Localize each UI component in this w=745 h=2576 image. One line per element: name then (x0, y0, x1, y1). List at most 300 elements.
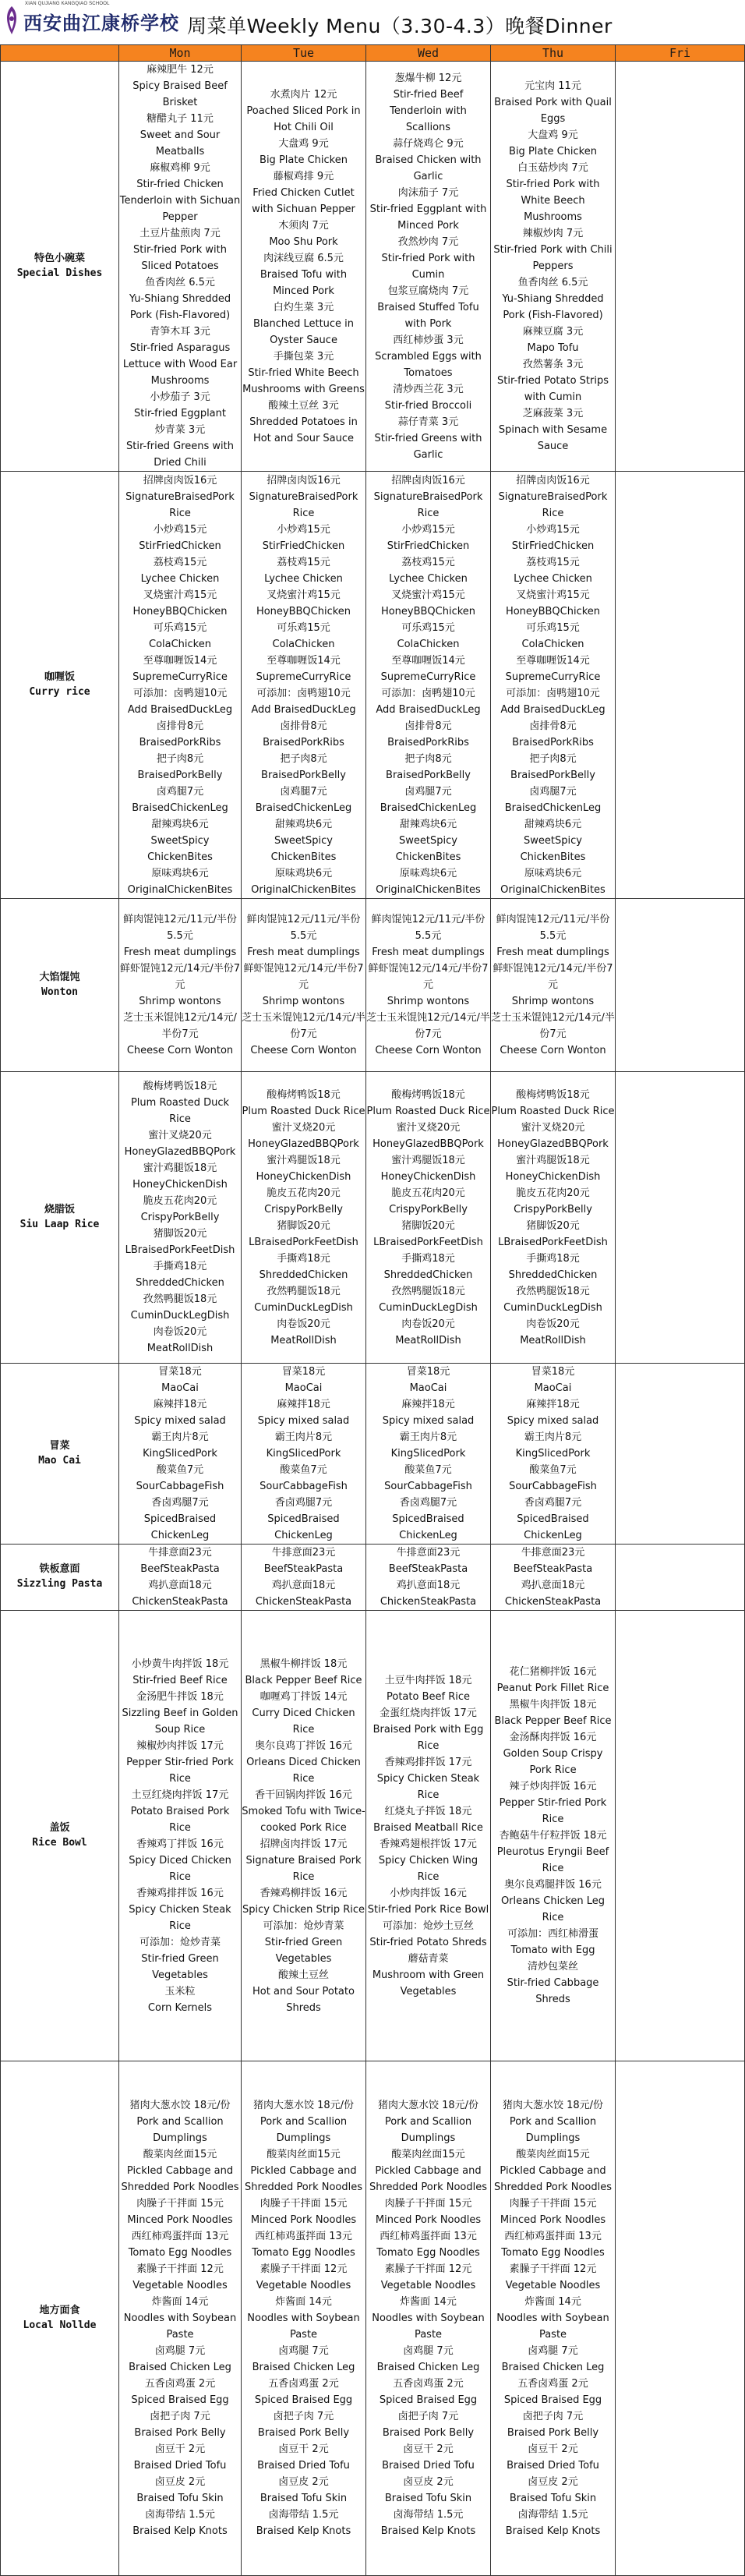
menu-item-line: Spiced Braised Egg (254, 2394, 353, 2406)
menu-item-line: 麻辣拌18元 (526, 1399, 580, 1410)
menu-item-line: 金蛋红烧肉拌饭 17元 (380, 1707, 477, 1719)
menu-item-line: 藤椒鸡排 9元 (273, 170, 334, 182)
menu-item-line: 青笋木耳 3元 (150, 326, 210, 338)
menu-item-line: Pork and Scallion Dumplings (509, 2116, 597, 2144)
menu-item-line: Sizzling Beef in Golden Soup Rice (122, 1707, 238, 1736)
category-label (1, 62, 119, 472)
menu-item-line: BraisedChickenLeg (255, 801, 352, 814)
menu-item-line: 卤豆皮 2元 (403, 2476, 454, 2488)
menu-item-line: 鲜肉馄饨12元/11元/半份5.5元 (123, 914, 237, 942)
menu-item-line: Minced Pork Noodles (500, 2214, 606, 2226)
menu-item-line: 五香卤鸡蛋 2元 (517, 2378, 588, 2390)
menu-item-line: SupremeCurryRice (256, 671, 351, 683)
menu-item-line: HoneyBBQChicken (505, 605, 601, 617)
menu-item-line: 卤排骨8元 (156, 720, 204, 732)
menu-item-line: Spicy mixed salad (382, 1415, 475, 1427)
menu-item-line: Minced Pork Noodles (250, 2214, 357, 2226)
menu-item-line: HoneyGlazedBBQPork (248, 1138, 359, 1150)
menu-item-line: Stir-fried Greens with Dried Chili (126, 441, 234, 469)
menu-item-line: 霸王肉片8元 (524, 1431, 582, 1443)
menu-item-line: BeefSteakPasta (513, 1563, 593, 1575)
menu-item-line: SignatureBraisedPork Rice (125, 490, 235, 519)
menu-item-line: 素臊子干拌面 12元 (136, 2263, 224, 2275)
menu-item-line: Plum Roasted Duck Rice (130, 1097, 230, 1125)
menu-item-line: Stir-fried Cabbage Shreds (507, 1977, 599, 2005)
menu-item-line: HoneyBBQChicken (380, 605, 476, 617)
day-header-wed: Wed (366, 45, 491, 62)
menu-item-line: 酸梅烤鸭饭18元 (391, 1088, 465, 1101)
category-label (1, 1364, 119, 1545)
menu-item-line: Braised Dried Tofu (257, 2460, 350, 2472)
menu-cell-thu (491, 899, 616, 1072)
menu-item-line: ColaChicken (149, 638, 211, 650)
menu-item-line: BraisedPorkRibs (139, 736, 221, 748)
menu-cell-mon (119, 1611, 242, 2061)
menu-item-line: HoneyGlazedBBQPork (372, 1138, 484, 1150)
menu-item-line: BraisedChickenLeg (132, 801, 228, 814)
menu-item-line: Yu-Shiang Shredded Pork (Fish-Flavored) (129, 293, 231, 321)
menu-item-line: SupremeCurryRice (132, 671, 228, 683)
menu-item-line: 酸菜鱼7元 (404, 1464, 452, 1476)
menu-item-line: OriginalChickenBites (500, 883, 606, 896)
menu-item-line: 卤鸡腿7元 (280, 785, 327, 798)
menu-item-line: ColaChicken (521, 638, 584, 650)
menu-item-line: 西红柿鸡蛋拌面 13元 (504, 2231, 602, 2242)
menu-item-line: CuminDuckLegDish (503, 1301, 602, 1314)
menu-item-line: Pickled Cabbage and Shredded Pork Noodles (121, 2165, 239, 2193)
menu-item-line: Fresh meat dumplings (247, 947, 360, 958)
menu-item-line: Pork and Scallion Dumplings (136, 2116, 224, 2144)
menu-item-line: MeatRollDish (270, 1334, 337, 1346)
menu-cell-mon (119, 899, 242, 1072)
menu-item-line: 手撕鸡18元 (153, 1261, 207, 1272)
menu-item-line: Noodles with Soybean Paste (247, 2312, 360, 2341)
menu-item-line: SourCabbageFish (260, 1481, 348, 1492)
menu-row (1, 899, 745, 1072)
menu-item-line: 原味鸡块6元 (399, 867, 457, 879)
menu-item-line: 鱼香肉丝 6.5元 (145, 277, 215, 288)
menu-item-line: 卤鸡腿 7元 (528, 2345, 578, 2357)
menu-cell-fri (616, 472, 745, 899)
menu-item-line: 玉米粒 (164, 1985, 196, 1997)
menu-item-line: Orleans Chicken Leg Rice (500, 1895, 606, 1923)
menu-item-line: 花仁猪柳拌饭 16元 (509, 1666, 597, 1678)
menu-item-line: 卤排骨8元 (529, 720, 577, 732)
menu-item-line: CrispyPorkBelly (389, 1203, 468, 1215)
menu-item-line: 西红柿炒蛋 3元 (393, 334, 464, 346)
menu-item-line: 牛排意面23元 (148, 1547, 212, 1559)
day-header-mon: Mon (119, 45, 242, 62)
menu-item-line: 小炒鸡15元 (277, 523, 330, 536)
menu-cell-tue (242, 1364, 366, 1545)
menu-item-line: HoneyChickenDish (256, 1170, 351, 1183)
menu-cell-fri (616, 1545, 745, 1611)
menu-item-line: 牛排意面23元 (271, 1547, 336, 1559)
menu-item-line: 卤鸡腿 7元 (278, 2345, 329, 2357)
menu-item-line: 猪肉大葱水饺 18元/份 (377, 2100, 479, 2111)
category-name-cn: 咖喱饭 (44, 671, 75, 683)
menu-item-line: MeatRollDish (147, 1343, 214, 1354)
menu-cell-wed (366, 899, 491, 1072)
menu-item-line: 猪肉大葱水饺 18元/份 (129, 2100, 231, 2111)
menu-item-line: Pepper Stir-fried Pork Rice (126, 1756, 234, 1785)
menu-item-line: 可添加：卤鸭翅10元 (132, 687, 228, 699)
menu-item-line: 招牌卤肉饭16元 (516, 474, 590, 487)
category-name-en: Wonton (41, 985, 78, 998)
menu-item-line: MaoCai (284, 1382, 323, 1394)
menu-item-line: Stir-fried Pork Rice Bowl (367, 1903, 489, 1916)
menu-item-line: Spinach with Sesame Sauce (498, 424, 608, 452)
menu-item-line: 可添加：西红柿滑蛋 (507, 1928, 598, 1940)
menu-item-line: Golden Soup Crispy Pork Rice (503, 1748, 603, 1776)
menu-item-line: HoneyBBQChicken (132, 605, 228, 617)
menu-cell-wed (366, 1364, 491, 1545)
menu-item-line: 酸菜肉丝面15元 (391, 2149, 465, 2160)
menu-item-line: Spiced Braised Egg (131, 2394, 229, 2406)
category-label (1, 472, 119, 899)
menu-item-line: 白灼生菜 3元 (273, 301, 334, 313)
menu-item-line: SweetSpicy ChickenBites (270, 834, 337, 863)
menu-item-line: 鲜虾馄饨12元/14元/半份7元 (368, 963, 489, 991)
menu-item-line: SupremeCurryRice (380, 671, 476, 683)
menu-item-line: 猪肉大葱水饺 18元/份 (502, 2100, 604, 2111)
menu-item-line: 素臊子干拌面 12元 (260, 2263, 348, 2275)
corner-cell (1, 45, 119, 62)
menu-item-line: OriginalChickenBites (127, 883, 233, 896)
menu-item-line: Pickled Cabbage and Shredded Pork Noodles (493, 2165, 613, 2193)
menu-item-line: 炒青菜 3元 (154, 424, 206, 436)
menu-item-line: 卤豆干 2元 (528, 2443, 578, 2455)
menu-item-line: SignatureBraisedPork Rice (373, 490, 483, 519)
menu-item-line: BeefSteakPasta (140, 1563, 220, 1575)
menu-item-line: Spicy Chicken Steak Rice (129, 1903, 231, 1932)
menu-item-line: 香辣鸡柳拌饭 16元 (260, 1887, 348, 1899)
menu-item-line: Braised Tofu Skin (509, 2493, 597, 2504)
menu-item-line: 麻辣肥牛 12元 (147, 64, 214, 76)
menu-item-line: 酸辣土豆丝 3元 (268, 399, 339, 412)
menu-item-line: LBraisedPorkFeetDish (125, 1244, 235, 1256)
weekly-menu-table (0, 44, 745, 2576)
menu-item-line: 蜜汁叉烧20元 (148, 1130, 212, 1141)
category-name-en: Siu Laap Rice (19, 1218, 100, 1230)
menu-item-line: Shrimp wontons (262, 996, 345, 1007)
menu-cell-tue (242, 1072, 366, 1364)
category-label (1, 1545, 119, 1611)
menu-item-line: SpicedBraised ChickenLeg (267, 1513, 340, 1541)
menu-item-line: Potato Beef Rice (387, 1690, 470, 1703)
menu-item-line: Braised Kelp Knots (380, 2525, 476, 2537)
menu-item-line: Smoked Tofu with Twice-cooked Pork Rice (242, 1805, 365, 1834)
menu-item-line: ShreddedChicken (383, 1269, 473, 1281)
menu-item-line: 孜然鸭腿饭18元 (267, 1285, 341, 1297)
menu-item-line: 猪脚饭20元 (401, 1219, 455, 1232)
menu-item-line: 可添加：炝炒青菜 (139, 1936, 221, 1948)
menu-item-line: 蜜汁叉烧20元 (396, 1121, 461, 1134)
menu-item-line: CuminDuckLegDish (379, 1301, 478, 1314)
menu-row (1, 62, 745, 472)
menu-item-line: Stir-fried Potato Strips with Cumin (497, 375, 609, 403)
menu-item-line: 鸡扒意面18元 (148, 1580, 212, 1591)
menu-item-line: 鲜虾馄饨12元/14元/半份7元 (493, 963, 613, 991)
menu-item-line: LBraisedPorkFeetDish (373, 1236, 483, 1248)
menu-item-line: 蜜汁鸡腿饭18元 (267, 1154, 341, 1166)
category-label (1, 899, 119, 1072)
menu-item-line: 鸡扒意面18元 (271, 1580, 336, 1591)
menu-item-line: 元宝肉 11元 (524, 80, 581, 92)
menu-item-line: 小炒鸡15元 (153, 523, 207, 536)
menu-item-line: 鲜虾馄饨12元/14元/半份7元 (119, 963, 241, 991)
school-name-cn: 西安曲江康桥学校 (23, 12, 179, 34)
menu-item-line: BeefSteakPasta (388, 1563, 468, 1575)
menu-item-line: 脆皮五花肉20元 (267, 1187, 341, 1199)
menu-item-line: 香卤鸡腿7元 (399, 1497, 457, 1509)
menu-item-line: 香卤鸡腿7元 (274, 1497, 333, 1509)
menu-title: 周菜单Weekly Menu（3.30-4.3）晚餐Dinner (187, 15, 613, 37)
menu-item-line: 麻辣拌18元 (153, 1399, 207, 1410)
menu-item-line: 至尊咖喱饭14元 (391, 654, 465, 667)
menu-item-line: 可乐鸡15元 (153, 621, 207, 634)
menu-item-line: 黑椒牛肉拌饭 18元 (509, 1699, 597, 1711)
menu-cell-mon (119, 1072, 242, 1364)
menu-item-line: Lychee Chicken (140, 572, 220, 585)
menu-item-line: 肉沫线豆腐 6.5元 (263, 252, 344, 264)
menu-item-line: Shrimp wontons (139, 996, 221, 1007)
menu-cell-mon (119, 1364, 242, 1545)
menu-item-line: 至尊咖喱饭14元 (267, 654, 341, 667)
menu-item-line: 猪脚饭20元 (153, 1228, 207, 1240)
category-name-cn: 大馅馄饨 (39, 971, 80, 983)
menu-item-line: Spiced Braised Egg (379, 2394, 478, 2406)
menu-item-line: Tomato Egg Noodles (128, 2247, 232, 2259)
menu-item-line: Scrambled Eggs with Tomatoes (375, 350, 482, 379)
menu-item-line: Add BraisedDuckLeg (500, 703, 606, 716)
menu-cell-thu (491, 2061, 616, 2576)
menu-item-line: Big Plate Chicken (509, 146, 597, 157)
menu-item-line: Stir-fried Greens with Garlic (374, 432, 482, 461)
menu-item-line: Fresh meat dumplings (372, 947, 485, 958)
menu-item-line: 把子肉8元 (529, 752, 577, 765)
menu-item-line: 小炒鸡15元 (401, 523, 455, 536)
menu-item-line: Add BraisedDuckLeg (251, 703, 356, 716)
menu-item-line: 蜜汁鸡腿饭18元 (143, 1162, 217, 1174)
menu-item-line: Stir-fried Broccoli (384, 399, 472, 412)
menu-item-line: 卤豆皮 2元 (528, 2476, 578, 2488)
menu-item-line: Lychee Chicken (514, 572, 592, 585)
menu-item-line: 卤豆干 2元 (278, 2443, 329, 2455)
menu-item-line: 西红柿鸡蛋拌面 13元 (255, 2231, 352, 2242)
menu-item-line: Noodles with Soybean Paste (123, 2312, 237, 2341)
menu-item-line: Signature Braised Pork Rice (245, 1854, 362, 1883)
menu-item-line: 荔枝鸡15元 (401, 556, 455, 568)
menu-item-line: Black Pepper Beef Rice (494, 1715, 612, 1727)
menu-item-line: SourCabbageFish (509, 1481, 597, 1492)
menu-item-line: 小炒肉拌饭 16元 (390, 1887, 467, 1899)
menu-cell-thu (491, 1072, 616, 1364)
menu-item-line: 五香卤鸡蛋 2元 (393, 2378, 464, 2390)
category-name-en: Rice Bowl (32, 1836, 87, 1849)
menu-item-line: 孜然炒肉 7元 (397, 235, 459, 248)
menu-item-line: SweetSpicy ChickenBites (520, 834, 586, 863)
menu-item-line: Braised Dried Tofu (133, 2460, 227, 2472)
menu-item-line: 孜然薯条 3元 (522, 359, 584, 370)
menu-item-line: 小炒茄子 3元 (150, 391, 210, 403)
menu-item-line: ChickenSteakPasta (132, 1596, 228, 1608)
menu-item-line: SourCabbageFish (384, 1481, 472, 1492)
menu-item-line: Braised Tofu with Minced Pork (260, 268, 348, 297)
menu-item-line: 原味鸡块6元 (524, 867, 582, 879)
menu-item-line: Stir-fried Pork with Chili Peppers (493, 244, 613, 272)
menu-item-line: Cheese Corn Wonton (375, 1045, 482, 1056)
menu-cell-mon (119, 2061, 242, 2576)
menu-item-line: Peanut Pork Fillet Rice (496, 1683, 609, 1694)
menu-item-line: 蜜汁叉烧20元 (521, 1121, 585, 1134)
menu-item-line: 可乐鸡15元 (277, 621, 330, 634)
menu-item-line: Add BraisedDuckLeg (376, 703, 481, 716)
menu-item-line: 把子肉8元 (280, 752, 327, 765)
menu-item-line: 孜然鸭腿饭18元 (516, 1285, 590, 1297)
menu-item-line: 清炒西兰花 3元 (393, 383, 464, 395)
category-label (1, 2061, 119, 2576)
menu-item-line: ShreddedChicken (136, 1277, 224, 1289)
menu-item-line: Plum Roasted Duck Rice (242, 1105, 365, 1117)
menu-item-line: 酸菜鱼7元 (280, 1464, 327, 1476)
menu-item-line: 叉烧蜜汁鸡15元 (516, 589, 590, 601)
menu-item-line: Stir-fried Pork with Sliced Potatoes (133, 244, 227, 272)
menu-item-line: StirFriedChicken (511, 540, 595, 552)
menu-item-line: 肉沫茄子 7元 (397, 186, 459, 199)
menu-item-line: 卤把子肉 7元 (150, 2411, 210, 2422)
menu-item-line: 脆皮五花肉20元 (143, 1195, 217, 1207)
menu-cell-wed (366, 1072, 491, 1364)
menu-header (0, 0, 745, 45)
menu-item-line: 甜辣鸡块6元 (151, 818, 209, 830)
menu-item-line: Lychee Chicken (389, 572, 468, 585)
menu-cell-thu (491, 472, 616, 899)
menu-row (1, 1611, 745, 2061)
menu-item-line: 卤豆皮 2元 (154, 2476, 206, 2488)
menu-item-line: 招牌卤肉饭16元 (391, 474, 465, 487)
menu-item-line: 大盘鸡 9元 (278, 137, 329, 150)
category-name-cn: 冒菜 (49, 1439, 70, 1452)
menu-item-line: Braised Chicken with Garlic (375, 154, 482, 182)
menu-item-line: 咖喱鸡丁拌饭 14元 (260, 1690, 348, 1703)
menu-item-line: 五香卤鸡蛋 2元 (268, 2378, 339, 2390)
menu-item-line: LBraisedPorkFeetDish (249, 1236, 358, 1248)
menu-item-line: 卤把子肉 7元 (397, 2411, 459, 2422)
menu-item-line: 小炒黄牛肉拌饭 18元 (131, 1658, 229, 1670)
menu-cell-tue (242, 2061, 366, 2576)
menu-item-line: 原味鸡块6元 (274, 867, 333, 879)
menu-item-line: 木须肉 7元 (278, 219, 329, 232)
menu-item-line: 霸王肉片8元 (274, 1431, 333, 1443)
menu-item-line: 香辣鸡排拌饭 17元 (384, 1756, 472, 1768)
menu-item-line: 酸菜肉丝面15元 (516, 2149, 590, 2160)
menu-item-line: 西红柿鸡蛋拌面 13元 (131, 2231, 229, 2242)
menu-row (1, 1545, 745, 1611)
menu-item-line: 鸡扒意面18元 (521, 1580, 585, 1591)
menu-item-line: 芝士玉米馄饨12元/14元/半份7元 (123, 1012, 237, 1040)
menu-item-line: Black Pepper Beef Rice (245, 1674, 362, 1686)
menu-item-line: SignatureBraisedPork Rice (498, 490, 608, 519)
menu-cell-tue (242, 472, 366, 899)
menu-item-line: 西红柿鸡蛋拌面 13元 (380, 2231, 477, 2242)
menu-item-line: 脆皮五花肉20元 (391, 1187, 465, 1199)
menu-item-line: 肉臊子干拌面 15元 (509, 2198, 597, 2210)
menu-item-line: Big Plate Chicken (260, 154, 348, 166)
menu-item-line: 土豆红烧肉拌饭 17元 (131, 1789, 229, 1801)
menu-item-line: Stir-fried Beef Rice (132, 1674, 228, 1686)
menu-item-line: Spicy Chicken Steak Rice (376, 1772, 480, 1801)
menu-item-line: 鱼香肉丝 6.5元 (517, 277, 588, 288)
menu-item-line: Minced Pork Noodles (375, 2214, 482, 2226)
school-name-en: XIAN QUJIANG KANGQIAO SCHOOL (25, 2, 110, 6)
menu-item-line: 奥尔良鸡腿拌饭 16元 (504, 1879, 602, 1891)
menu-item-line: ShreddedChicken (508, 1269, 598, 1281)
menu-item-line: CrispyPorkBelly (514, 1203, 592, 1215)
menu-item-line: ColaChicken (397, 638, 460, 650)
menu-item-line: 鲜肉馄饨12元/11元/半份5.5元 (246, 914, 361, 942)
menu-item-line: CuminDuckLegDish (254, 1301, 353, 1314)
menu-item-line: Spicy mixed salad (257, 1415, 350, 1427)
menu-item-line: ChickenSteakPasta (380, 1596, 477, 1608)
menu-item-line: Stir-fried Pork with Cumin (381, 252, 475, 281)
menu-item-line: KingSlicedPork (143, 1448, 217, 1460)
menu-item-line: 酸菜鱼7元 (529, 1464, 577, 1476)
menu-item-line: Fresh meat dumplings (496, 947, 609, 958)
menu-cell-fri (616, 1611, 745, 2061)
menu-item-line: BraisedChickenLeg (380, 801, 477, 814)
menu-item-line: 麻辣拌18元 (277, 1399, 330, 1410)
menu-item-line: 霸王肉片8元 (399, 1431, 457, 1443)
menu-cell-thu (491, 1545, 616, 1611)
menu-item-line: 甜辣鸡块6元 (399, 818, 457, 830)
menu-item-line: BraisedPorkRibs (387, 736, 469, 748)
menu-item-line: 芝士玉米馄饨12元/14元/半份7元 (366, 1012, 490, 1040)
menu-item-line: 香卤鸡腿7元 (151, 1497, 209, 1509)
menu-item-line: 鲜肉馄饨12元/11元/半份5.5元 (371, 914, 485, 942)
menu-item-line: 水煮肉片 12元 (270, 88, 337, 101)
menu-item-line: Stir-fried Eggplant with Minced Pork (369, 203, 487, 232)
menu-item-line: KingSlicedPork (390, 1448, 466, 1460)
menu-item-line: SweetSpicy ChickenBites (147, 834, 213, 863)
menu-item-line: Braised Tofu Skin (384, 2493, 472, 2504)
menu-item-line: Moo Shu Pork (269, 235, 338, 248)
menu-item-line: 肉臊子干拌面 15元 (136, 2198, 224, 2210)
menu-item-line: 香辣鸡丁拌饭 16元 (136, 1838, 224, 1850)
menu-item-line: HoneyBBQChicken (256, 605, 351, 617)
menu-item-line: 黑椒牛柳拌饭 18元 (260, 1658, 348, 1670)
menu-cell-wed (366, 62, 491, 472)
menu-item-line: Braised Tofu Skin (136, 2493, 224, 2504)
menu-item-line: HoneyChickenDish (505, 1170, 601, 1183)
menu-cell-wed (366, 1545, 491, 1611)
menu-item-line: Tomato with Egg (510, 1944, 595, 1956)
menu-item-line: 酸菜肉丝面15元 (267, 2149, 341, 2160)
menu-row (1, 2061, 745, 2576)
menu-item-line: Corn Kernels (147, 2001, 213, 2014)
menu-item-line: Shrimp wontons (387, 996, 470, 1007)
menu-item-line: Braised Kelp Knots (505, 2525, 601, 2537)
menu-item-line: 卤豆干 2元 (154, 2443, 206, 2455)
menu-item-line: Noodles with Soybean Paste (372, 2312, 485, 2341)
menu-item-line: Potato Braised Pork Rice (130, 1805, 230, 1834)
menu-item-line: 卤鸡腿7元 (156, 785, 204, 798)
menu-item-line: Cheese Corn Wonton (126, 1045, 234, 1056)
menu-item-line: 手撕鸡18元 (526, 1252, 580, 1265)
menu-item-line: 甜辣鸡块6元 (274, 818, 333, 830)
menu-item-line: 招牌卤肉拌饭 17元 (260, 1838, 348, 1850)
day-header-row (1, 45, 745, 62)
